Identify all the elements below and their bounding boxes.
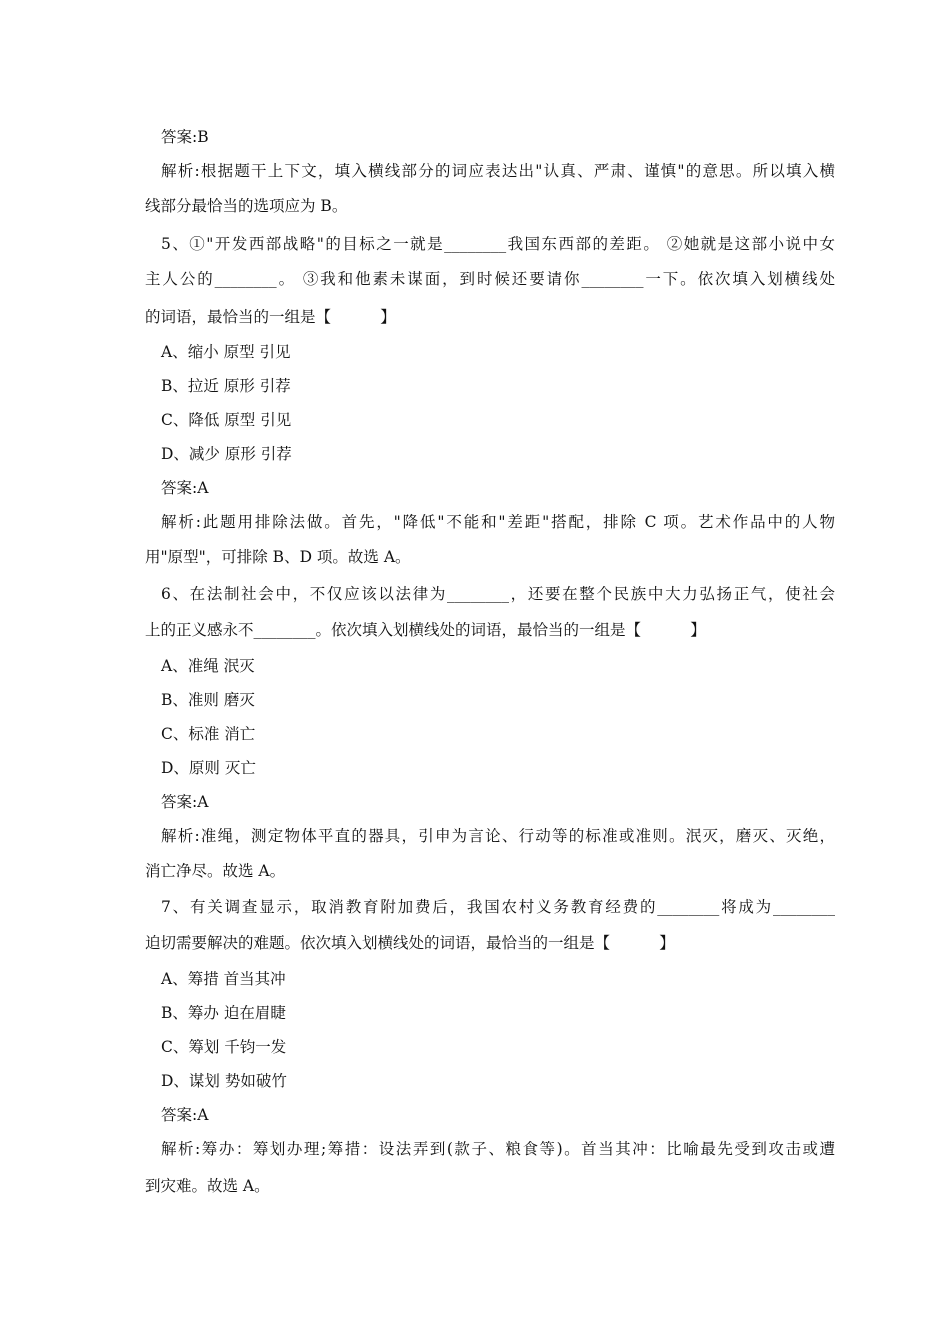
answer-q5: 答案:A — [161, 479, 209, 497]
analysis-q7-line2: 到灾难。故选 A。 — [145, 1177, 270, 1195]
analysis-q4-line2: 线部分最恰当的选项应为 B。 — [145, 197, 348, 215]
analysis-q5-line2: 用"原型"，可排除 B、D 项。故选 A。 — [145, 548, 411, 566]
answer-q7: 答案:A — [161, 1106, 209, 1124]
analysis-q6-line1: 解析:准绳，测定物体平直的器具，引申为言论、行动等的标准或准则。泯灭，磨灭、灭绝， — [161, 827, 835, 845]
question-5-line2: 主人公的________。 ③我和他素未谋面，到时候还要请你________一下。依次填入划横线处 — [145, 270, 835, 288]
question-5-option-c: C、降低 原型 引见 — [161, 411, 292, 429]
question-5-line1: 5、①"开发西部战略"的目标之一就是________我国东西部的差距。 ②她就是这部小说中女 — [161, 235, 835, 253]
question-6-option-b: B、准则 磨灭 — [161, 691, 255, 709]
question-7-option-b: B、筹办 迫在眉睫 — [161, 1004, 286, 1022]
question-6-option-d: D、原则 灭亡 — [161, 759, 256, 777]
question-7-line1: 7、有关调查显示，取消教育附加费后，我国农村义务教育经费的________将成为________ — [161, 898, 835, 916]
question-7-option-d: D、谋划 势如破竹 — [161, 1072, 287, 1090]
question-5-option-b: B、拉近 原形 引荐 — [161, 377, 291, 395]
question-6-option-c: C、标准 消亡 — [161, 725, 256, 743]
question-7-option-a: A、筹措 首当其冲 — [161, 970, 286, 988]
question-5-option-a: A、缩小 原型 引见 — [161, 343, 291, 361]
answer-q6: 答案:A — [161, 793, 209, 811]
question-7-option-c: C、筹划 千钧一发 — [161, 1038, 287, 1056]
analysis-q6-line2: 消亡净尽。故选 A。 — [145, 862, 286, 880]
question-6-line2: 上的正义感永不________。依次填入划横线处的词语，最恰当的一组是【 】 — [145, 621, 706, 639]
question-5-option-d: D、减少 原形 引荐 — [161, 445, 292, 463]
analysis-q7-line1: 解析:筹办：筹划办理;筹措：设法弄到(款子、粮食等)。首当其冲：比喻最先受到攻击或遭 — [161, 1140, 835, 1158]
analysis-q4-line1: 解析:根据题干上下文，填入横线部分的词应表达出"认真、严肃、谨慎"的意思。所以填入横 — [161, 162, 835, 180]
question-6-line1: 6、在法制社会中，不仅应该以法律为________，还要在整个民族中大力弘扬正气，使社会 — [161, 585, 835, 603]
question-5-line3: 的词语，最恰当的一组是【 】 — [145, 308, 396, 326]
question-7-line2: 迫切需要解决的难题。依次填入划横线处的词语，最恰当的一组是【 】 — [145, 934, 675, 952]
analysis-q5-line1: 解析:此题用排除法做。首先，"降低"不能和"差距"搭配，排除 C 项。艺术作品中的人物 — [161, 513, 835, 531]
question-6-option-a: A、准绳 泯灭 — [161, 657, 255, 675]
answer-q4: 答案:B — [161, 128, 209, 146]
